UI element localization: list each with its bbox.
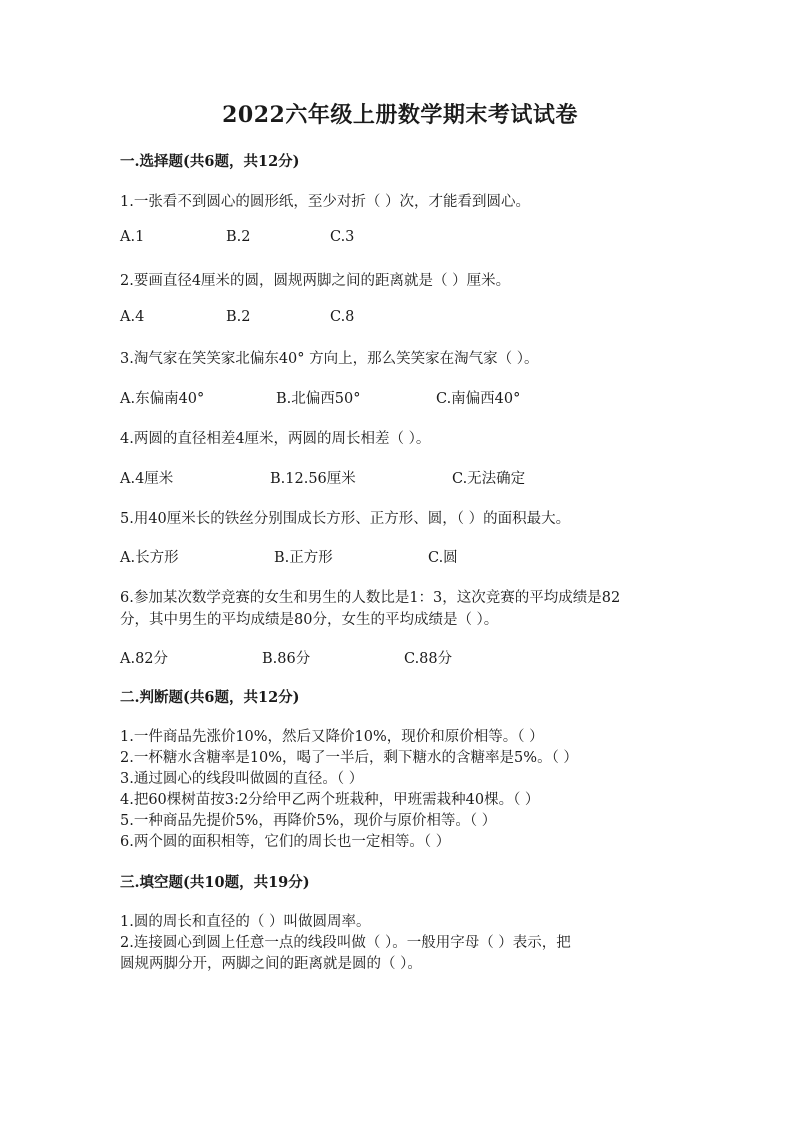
- option-b: B.86分: [262, 651, 311, 667]
- option-b: B.2: [226, 309, 251, 325]
- question-text: 3.淘气家在笑笑家北偏东40° 方向上，那么笑笑家在淘气家（ ）。: [120, 351, 539, 367]
- section-heading-judge: 二.判断题(共6题，共12分): [120, 689, 300, 706]
- option-a: A.4: [120, 309, 145, 325]
- option-b: B.2: [226, 229, 251, 245]
- question-text: 1.一张看不到圆心的圆形纸，至少对折（ ）次，才能看到圆心。: [120, 194, 530, 210]
- option-c: C.8: [330, 309, 355, 325]
- question-text: 6.参加某次数学竞赛的女生和男生的人数比是1：3，这次竞赛的平均成绩是82: [120, 590, 621, 606]
- judge-item: 2.一杯糖水含糖率是10%，喝了一半后，剩下糖水的含糖率是5%。（ ）: [120, 750, 578, 766]
- judge-item: 6.两个圆的面积相等，它们的周长也一定相等。（ ）: [120, 834, 451, 850]
- option-c: C.3: [330, 229, 355, 245]
- option-c: C.无法确定: [452, 471, 526, 487]
- option-a: A.东偏南40°: [120, 391, 205, 407]
- question-text-continued: 分，其中男生的平均成绩是80分，女生的平均成绩是（ ）。: [120, 612, 499, 628]
- fill-item: 1.圆的周长和直径的（ ）叫做圆周率。: [120, 914, 371, 930]
- judge-item: 3.通过圆心的线段叫做圆的直径。（ ）: [120, 771, 364, 787]
- option-b: B.12.56厘米: [270, 471, 356, 487]
- option-b: B.正方形: [274, 550, 333, 566]
- option-a: A.82分: [120, 651, 169, 667]
- option-c: C.圆: [428, 550, 458, 566]
- option-a: A.长方形: [120, 550, 179, 566]
- option-c: C.南偏西40°: [436, 391, 521, 407]
- option-b: B.北偏西50°: [276, 391, 361, 407]
- section-heading-choice: 一.选择题(共6题，共12分): [120, 153, 300, 170]
- judge-item: 4.把60棵树苗按3:2分给甲乙两个班栽种，甲班需栽种40棵。（ ）: [120, 792, 540, 808]
- question-text: 2.要画直径4厘米的圆，圆规两脚之间的距离就是（ ）厘米。: [120, 273, 511, 289]
- exam-title: 2022六年级上册数学期末考试试卷: [222, 102, 578, 128]
- judge-item: 5.一种商品先提价5%，再降价5%，现价与原价相等。（ ）: [120, 813, 497, 829]
- section-heading-fill: 三.填空题(共10题，共19分): [120, 874, 310, 891]
- question-text: 5.用40厘米长的铁丝分别围成长方形、正方形、圆，（ ）的面积最大。: [120, 511, 571, 527]
- option-a: A.4厘米: [120, 471, 174, 487]
- fill-item-continued: 圆规两脚分开，两脚之间的距离就是圆的（ ）。: [120, 956, 422, 972]
- fill-item: 2.连接圆心到圆上任意一点的线段叫做（ ）。一般用字母（ ）表示，把: [120, 935, 571, 951]
- option-a: A.1: [120, 229, 145, 245]
- judge-item: 1.一件商品先涨价10%，然后又降价10%，现价和原价相等。（ ）: [120, 729, 544, 745]
- option-c: C.88分: [404, 651, 453, 667]
- question-text: 4.两圆的直径相差4厘米，两圆的周长相差（ ）。: [120, 431, 431, 447]
